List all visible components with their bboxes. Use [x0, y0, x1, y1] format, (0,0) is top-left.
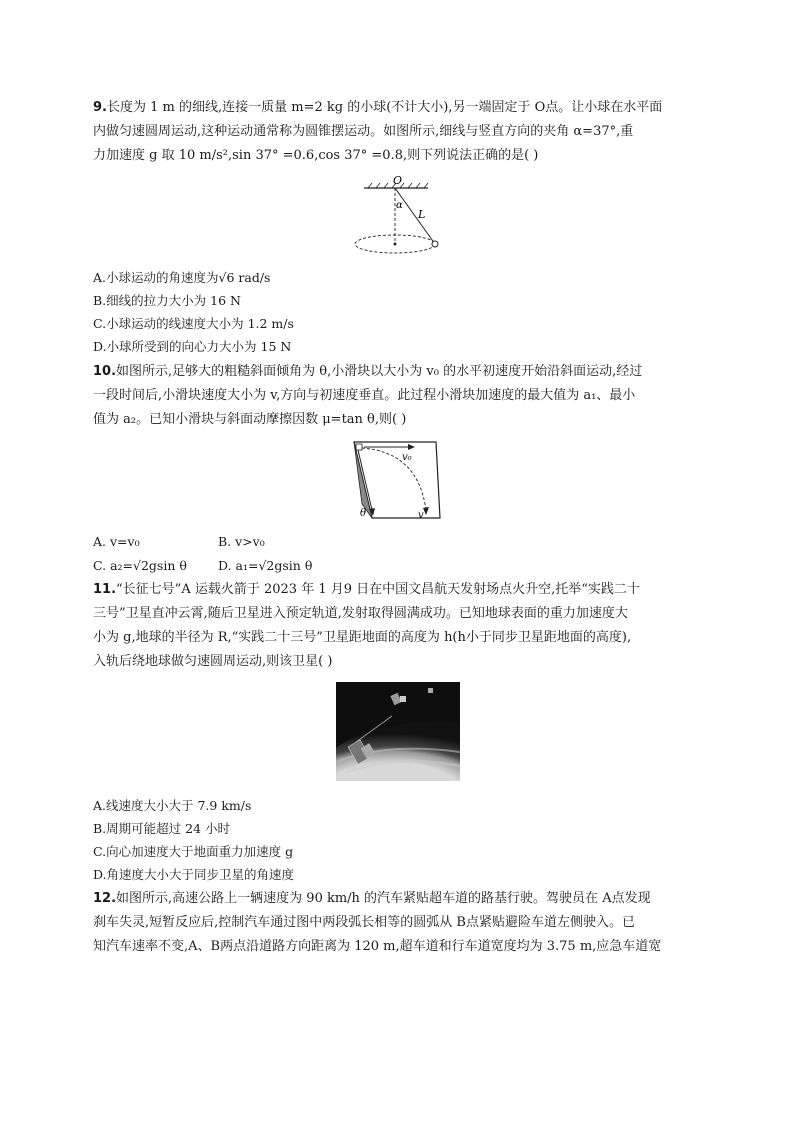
label-o: O — [393, 174, 403, 187]
q9-line-1: 9.长度为 1 m 的细线,连接一质量 m=2 kg 的小球(不计大小),另一端固定于 O点。让小球在水平面 — [93, 100, 663, 115]
q9-option-c: C.小球运动的线速度大小为 1.2 m/s — [93, 316, 294, 331]
q10-line-1: 10.如图所示,足够大的粗糙斜面倾角为 θ,小滑块以大小为 v₀ 的水平初速度开始沿斜面运动,经过 — [93, 364, 643, 379]
q11-line-4: 入轨后绕地球做匀速圆周运动,则该卫星( ) — [93, 654, 333, 669]
q11-option-d: D.角速度大小大于同步卫星的角速度 — [93, 867, 295, 882]
trajectory-curve — [362, 448, 426, 510]
q12-line-1: 12.如图所示,高速公路上一辆速度为 90 km/h 的汽车紧贴超车道的路基行驶。驾驶员在 A点发现 — [93, 891, 651, 906]
incline-side — [354, 442, 372, 518]
v0-arrowhead — [408, 444, 415, 450]
q12-line-3: 知汽车速率不变,A、B两点沿道路方向距离为 120 m,超车道和行车道宽度均为 3.75 m,应急车道宽 — [93, 939, 662, 954]
q10-option-a: A. v=v₀ — [93, 534, 140, 549]
label-alpha: α — [396, 200, 403, 211]
q11-line-3: 小为 g,地球的半径为 R,“实践二十三号”卫星距地面的高度为 h(h小于同步卫星距地面的高度), — [93, 630, 632, 645]
q9-option-d: D.小球所受到的向心力大小为 15 N — [93, 339, 292, 354]
label-l: L — [418, 208, 426, 221]
q12-line-2: 刹车失灵,短暂反应后,控制汽车通过图中两段弧长相等的圆弧从 B点紧贴避险车道左侧驶入。已 — [93, 915, 635, 930]
q10-number: 10. — [93, 364, 117, 379]
q11-line-1: 11.“长征七号”A 运载火箭于 2023 年 1 月9 日在中国文昌航天发射场点火升空,托举“实践二十 — [93, 582, 640, 597]
q10-line-3: 值为 a₂。已知小滑块与斜面动摩擦因数 μ=tan θ,则( ) — [93, 412, 407, 427]
label-v0: v₀ — [402, 452, 412, 463]
q11-option-c: C.向心加速度大于地面重力加速度 g — [93, 844, 294, 859]
q9-line-2: 内做匀速圆周运动,这种运动通常称为圆锥摆运动。如图所示,细线与竖直方向的夹角 α=37°,重 — [93, 124, 634, 139]
satellite-far — [428, 688, 433, 693]
q11-line-2: 三号”卫星直冲云霄,随后卫星进入预定轨道,发射取得圆满成功。已知地球表面的重力加速度大 — [93, 606, 628, 621]
q10-line-2: 一段时间后,小滑块速度大小为 v,方向与初速度垂直。此过程小滑块加速度的最大值为 a₁、最小 — [93, 388, 636, 403]
q11-option-a: A.线速度大小大于 7.9 km/s — [93, 798, 252, 813]
q9-option-b: B.细线的拉力大小为 16 N — [93, 293, 241, 308]
q9-option-a: A.小球运动的角速度为√6 rad/s — [93, 270, 271, 285]
label-v: v — [418, 510, 424, 521]
q9-line-3: 力加速度 g 取 10 m/s²,sin 37° =0.6,cos 37° =0.8,则下列说法正确的是( ) — [93, 148, 539, 163]
q10-option-d: D. a₁=√2gsin θ — [218, 558, 313, 573]
q9-number: 9. — [93, 100, 107, 115]
incline-figure — [340, 438, 450, 524]
q12-number: 12. — [93, 891, 117, 906]
q10-option-c: C. a₂=√2gsin θ — [93, 558, 187, 573]
string-line — [395, 188, 435, 244]
trajectory-arrowhead — [423, 507, 429, 515]
conical-pendulum-figure — [350, 170, 450, 255]
q10-option-b: B. v>v₀ — [218, 534, 265, 549]
q11-number: 11. — [93, 582, 117, 597]
slider-block — [356, 444, 362, 450]
label-theta: θ — [360, 508, 367, 519]
orbit-center — [394, 243, 397, 246]
q11-option-b: B.周期可能超过 24 小时 — [93, 821, 231, 836]
ball — [432, 241, 438, 247]
satellite-photo — [336, 682, 460, 781]
